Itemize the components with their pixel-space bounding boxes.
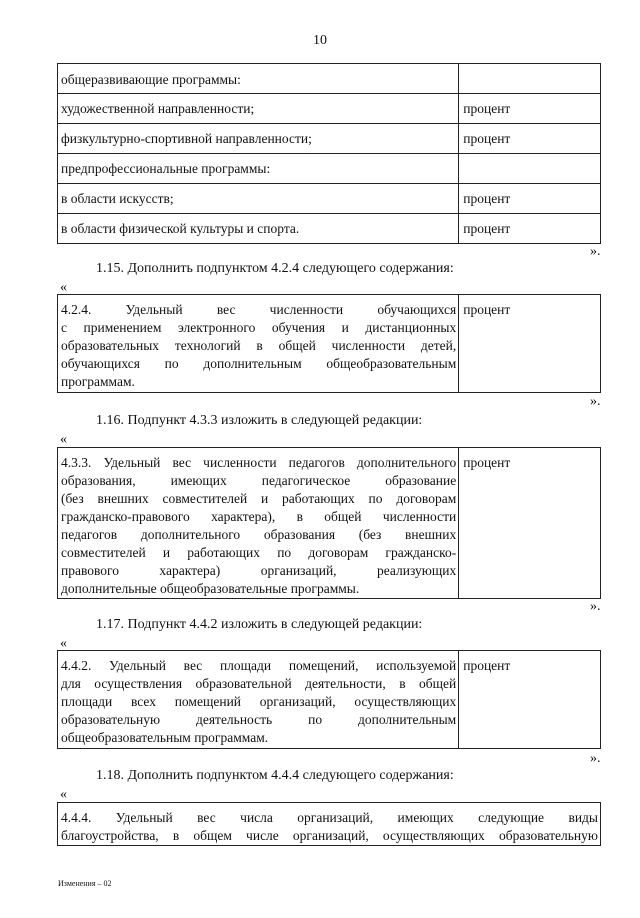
indicator-table-4-3-3 [57, 447, 601, 599]
text-line: гражданско-правового характера), в общей численности [61, 509, 457, 524]
text-line: обучающихся по дополнительным общеобразовательным [61, 356, 457, 371]
closing-quote: ». [590, 751, 601, 766]
text-line: образовательную деятельность по дополнительным [61, 712, 457, 727]
text-line: совместителей и работающих по договорам гражданско- [61, 545, 457, 560]
unit-cell: процент [459, 94, 601, 124]
indicator-table-4-2-4 [57, 294, 601, 393]
section-heading-1-16: 1.16. Подпункт 4.3.3 изложить в следующей редакции: [96, 413, 423, 428]
text-line: образования, имеющих педагогическое образование [61, 473, 457, 488]
indicator-cell: художественной направленности; [58, 94, 459, 124]
footer-note: Изменения – 02 [58, 879, 112, 888]
text-line: с применением электронного обучения и дистанционных [61, 320, 457, 335]
text-line: 4.4.2. Удельный вес площади помещений, используемой [61, 658, 457, 673]
opening-quote: « [60, 432, 67, 447]
closing-quote: ». [590, 244, 601, 259]
page-number: 10 [313, 33, 327, 48]
text-line: 4.2.4. Удельный вес численности обучающихся [61, 302, 457, 317]
section-heading-1-17: 1.17. Подпункт 4.4.2 изложить в следующей редакции: [96, 617, 423, 632]
section-heading-1-15: 1.15. Дополнить подпунктом 4.2.4 следующего содержания: [96, 261, 454, 276]
table-row [58, 124, 601, 154]
indicator-cell: физкультурно-спортивной направленности; [58, 124, 459, 154]
section-heading-1-18: 1.18. Дополнить подпунктом 4.4.4 следующего содержания: [96, 768, 454, 783]
closing-quote: ». [590, 599, 601, 614]
opening-quote: « [60, 636, 67, 651]
text-line: программам. [61, 374, 135, 389]
text-line: 4.4.4. Удельный вес числа организаций, имеющих следующие виды [61, 810, 598, 825]
indicator-cell: предпрофессиональные программы: [58, 154, 459, 184]
indicator-cell: в области искусств; [58, 184, 459, 214]
opening-quote: « [60, 787, 67, 802]
text-line: общеобразовательным программам. [61, 730, 269, 745]
unit-cell [459, 154, 601, 184]
closing-quote: ». [590, 394, 601, 409]
text-line: благоустройства, в общем числе организаций, осуществляющих образовательную [61, 828, 598, 843]
unit-cell [459, 64, 601, 94]
opening-quote: « [60, 280, 67, 295]
text-line: дополнительные общеобразовательные программы. [61, 581, 360, 596]
unit-cell: процент [459, 124, 601, 154]
indicators-table-top [57, 63, 601, 244]
table-row [58, 94, 601, 124]
text-line: для осуществления образовательной деятельности, в общей [61, 676, 457, 691]
table-row [58, 651, 601, 749]
table-row [58, 295, 601, 393]
text-line: площади всех помещений организаций, осуществляющих [61, 694, 457, 709]
table-row [58, 64, 601, 94]
indicator-table-4-4-4 [57, 802, 601, 846]
text-line: (без внешних совместителей и работающих по договорам [61, 491, 457, 506]
table-row [58, 448, 601, 599]
table-row [58, 214, 601, 244]
indicator-table-4-4-2 [57, 650, 601, 749]
unit-cell: процент [459, 295, 601, 393]
table-row [58, 803, 601, 846]
unit-cell: процент [459, 651, 601, 749]
table-row [58, 184, 601, 214]
indicator-text-cell [58, 651, 459, 749]
indicator-cell: общеразвивающие программы: [58, 64, 459, 94]
indicator-text-cell [58, 803, 601, 846]
indicator-cell: в области физической культуры и спорта. [58, 214, 459, 244]
table-row [58, 154, 601, 184]
indicator-text-cell [58, 295, 459, 393]
indicator-text-cell [58, 448, 459, 599]
unit-cell: процент [459, 184, 601, 214]
unit-cell: процент [459, 214, 601, 244]
text-line: 4.3.3. Удельный вес численности педагогов дополнительного [61, 455, 457, 470]
text-line: образовательных технологий в общей численности детей, [61, 338, 457, 353]
text-line: педагогов дополнительного образования (без внешних [61, 527, 457, 542]
text-line: правового характера) организаций, реализующих [61, 563, 457, 578]
unit-cell: процент [459, 448, 601, 599]
